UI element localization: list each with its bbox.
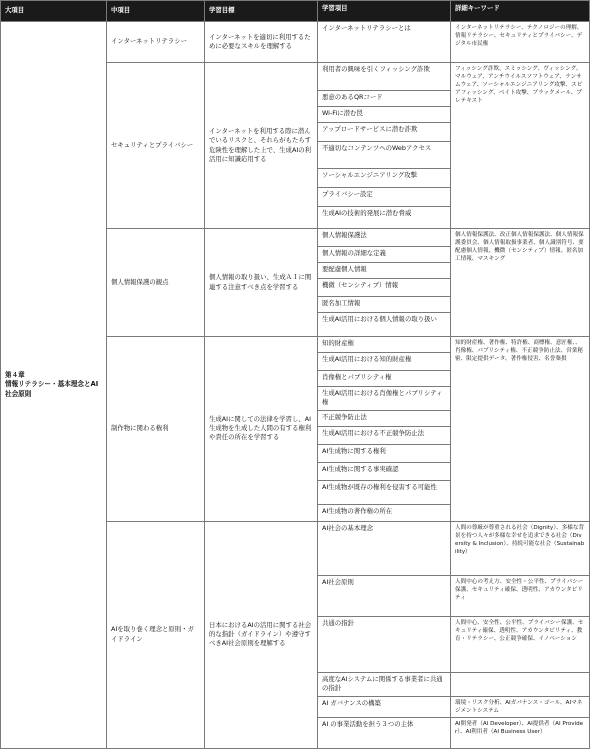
goal-cell: インターネットを適切に利用するために必要なスキルを理解する (205, 22, 318, 63)
header-goal: 学習目標 (205, 1, 318, 22)
header-major: 大項目 (1, 1, 107, 22)
study-item-cell: 不適切なコンテンツへのWebアクセス (318, 142, 451, 169)
keywords-cell: 環境・リスク分析、AIガバナンス・ゴール、AIマネジメントシステム (451, 696, 590, 717)
keywords-cell: インターネットリテラシー、テクノロジーの理解、情報リテラシー、セキュリティとプライバシー、デジタル市民権 (451, 22, 590, 63)
chapter-cell: 第４章 情報リテラシー・基本理念とAI社会原則 (1, 22, 107, 749)
keywords-cell: 人間中心、安全性、公平性、プライバシー保護、セキュリティ確保、透明性、アカウンタビリティ、教育・リテラシー、公正競争確保、イノベーション (451, 616, 590, 672)
header-keywords: 詳細キーワード (451, 1, 590, 22)
study-item-cell: 利用者の興味を引くフィッシング詐欺 (318, 63, 451, 91)
study-item-cell: 生成AI活用における知的財産権 (318, 353, 451, 371)
keywords-cell: 知的財産権、著作権、特許権、商標権、意匠権、、肖像権、パブリシティ権、不正競争防止法、営業秘密、限定提供データ、著作権侵害、名誉棄損 (451, 337, 590, 522)
study-item-cell: AI社会の基本理念 (318, 521, 451, 575)
keywords-cell: 人間の尊厳が尊重される社会（Dignity）、多様な背景を持つ人々が多様な幸せを追求できる社会（Diversity & Inclusion）、持続可能な社会（Sustainability） (451, 521, 590, 575)
study-item-cell: AI ガバナンスの構築 (318, 696, 451, 717)
keywords-cell: フィッシング詐欺、スミッシング、ヴィッシング、マルウェア、アンチウイルスソフトウェア、ランサムウェア、ソーシャルエンジニアリング攻撃、スピアフィッシング、ベイト攻撃、ブラックメール、プレテキスト (451, 63, 590, 229)
study-item-cell: 個人情報の詳細な定義 (318, 247, 451, 263)
header-mid: 中項目 (107, 1, 205, 22)
study-item-cell: 知的財産権 (318, 337, 451, 353)
study-item-cell: 共通の指針 (318, 616, 451, 672)
study-item-cell: 個人情報保護法 (318, 229, 451, 247)
study-item-cell: AI生成物に関する権利 (318, 444, 451, 462)
study-item-cell: 生成AI活用における個人情報の取り扱い (318, 313, 451, 337)
study-item-cell: 悪意のあるQRコード (318, 91, 451, 107)
study-item-cell: AI生成物に関する事実確認 (318, 462, 451, 480)
table-row (1, 22, 590, 63)
study-item-cell: AI の事業活動を担う３つの主体 (318, 717, 451, 748)
goal-cell: 個人情報の取り扱い、生成ＡＩに関連する注意すべき点を学習する (205, 229, 318, 337)
study-item-cell: アップロードサービスに潜む詐欺 (318, 123, 451, 142)
study-item-cell: 肖像権とパブリシティ権 (318, 371, 451, 387)
mid-item-cell: セキュリティとプライバシー (107, 63, 205, 229)
header-item: 学習項目 (318, 1, 451, 22)
keywords-cell: 人間中心の考え方、安全性・公平性、プライバシー保護、セキュリティ確保、透明性、アカウンタビリティ (451, 575, 590, 616)
study-item-cell: 不正競争防止法 (318, 410, 451, 426)
study-item-cell: 高度なAIシステムに関係する事業者に共通の指針 (318, 672, 451, 696)
mid-item-cell: AIを取り巻く理念と原則・ガイドライン (107, 521, 205, 748)
table-body (1, 22, 590, 749)
study-item-cell: 生成AI活用における肖像権とパブリシティ権 (318, 387, 451, 411)
study-item-cell: プライバシー設定 (318, 188, 451, 207)
mid-item-cell: 個人情報保護の観点 (107, 229, 205, 337)
keywords-cell: 個人情報保護法、改正個人情報保護法、個人情報保護委員会、個人情報取扱事業者、個人識別符号、要配慮個人情報、機微（センシティブ）情報、匿名加工情報、マスキング (451, 229, 590, 337)
study-item-cell: インターネットリテラシーとは (318, 22, 451, 63)
keywords-cell (451, 672, 590, 696)
study-item-cell: AI社会原則 (318, 575, 451, 616)
study-item-cell: 生成AIの技術的発展に潜む脅威 (318, 207, 451, 229)
goal-cell: インターネットを利用する際に潜んでいるリスクと、それらがもたらす危険性を理解した上で、生成AIの利活用に知識応用する (205, 63, 318, 229)
study-item-cell: AI生成物の著作権の所在 (318, 504, 451, 521)
study-item-cell: 機微（センシティブ）情報 (318, 279, 451, 297)
study-item-cell: ソーシャルエンジニアリング攻撃 (318, 169, 451, 188)
goal-cell: 日本におけるAIの活用に関する社会的な指針（ガイドライン）や遵守すべきAI社会原則を理解する (205, 521, 318, 748)
study-item-cell: Wi-Fiに潜む罠 (318, 107, 451, 123)
keywords-cell: AI開発者（AI Developer）、AI提供者（AI Provider）、AI利用者（AI Business User） (451, 717, 590, 748)
study-item-cell: 要配慮個人情報 (318, 263, 451, 279)
header-row (1, 1, 590, 22)
mid-item-cell: 制作物に関わる権利 (107, 337, 205, 522)
study-item-cell: 匿名加工情報 (318, 297, 451, 313)
goal-cell: 生成AIに関しての法律を学習し、AI生成物を生成した人間の有する権利や責任の所在を学習する (205, 337, 318, 522)
study-item-cell: AI生成物が既存の権利を侵害する可能性 (318, 480, 451, 504)
study-item-cell: 生成AI活用における不正競争防止法 (318, 426, 451, 444)
mid-item-cell: インターネットリテラシー (107, 22, 205, 63)
